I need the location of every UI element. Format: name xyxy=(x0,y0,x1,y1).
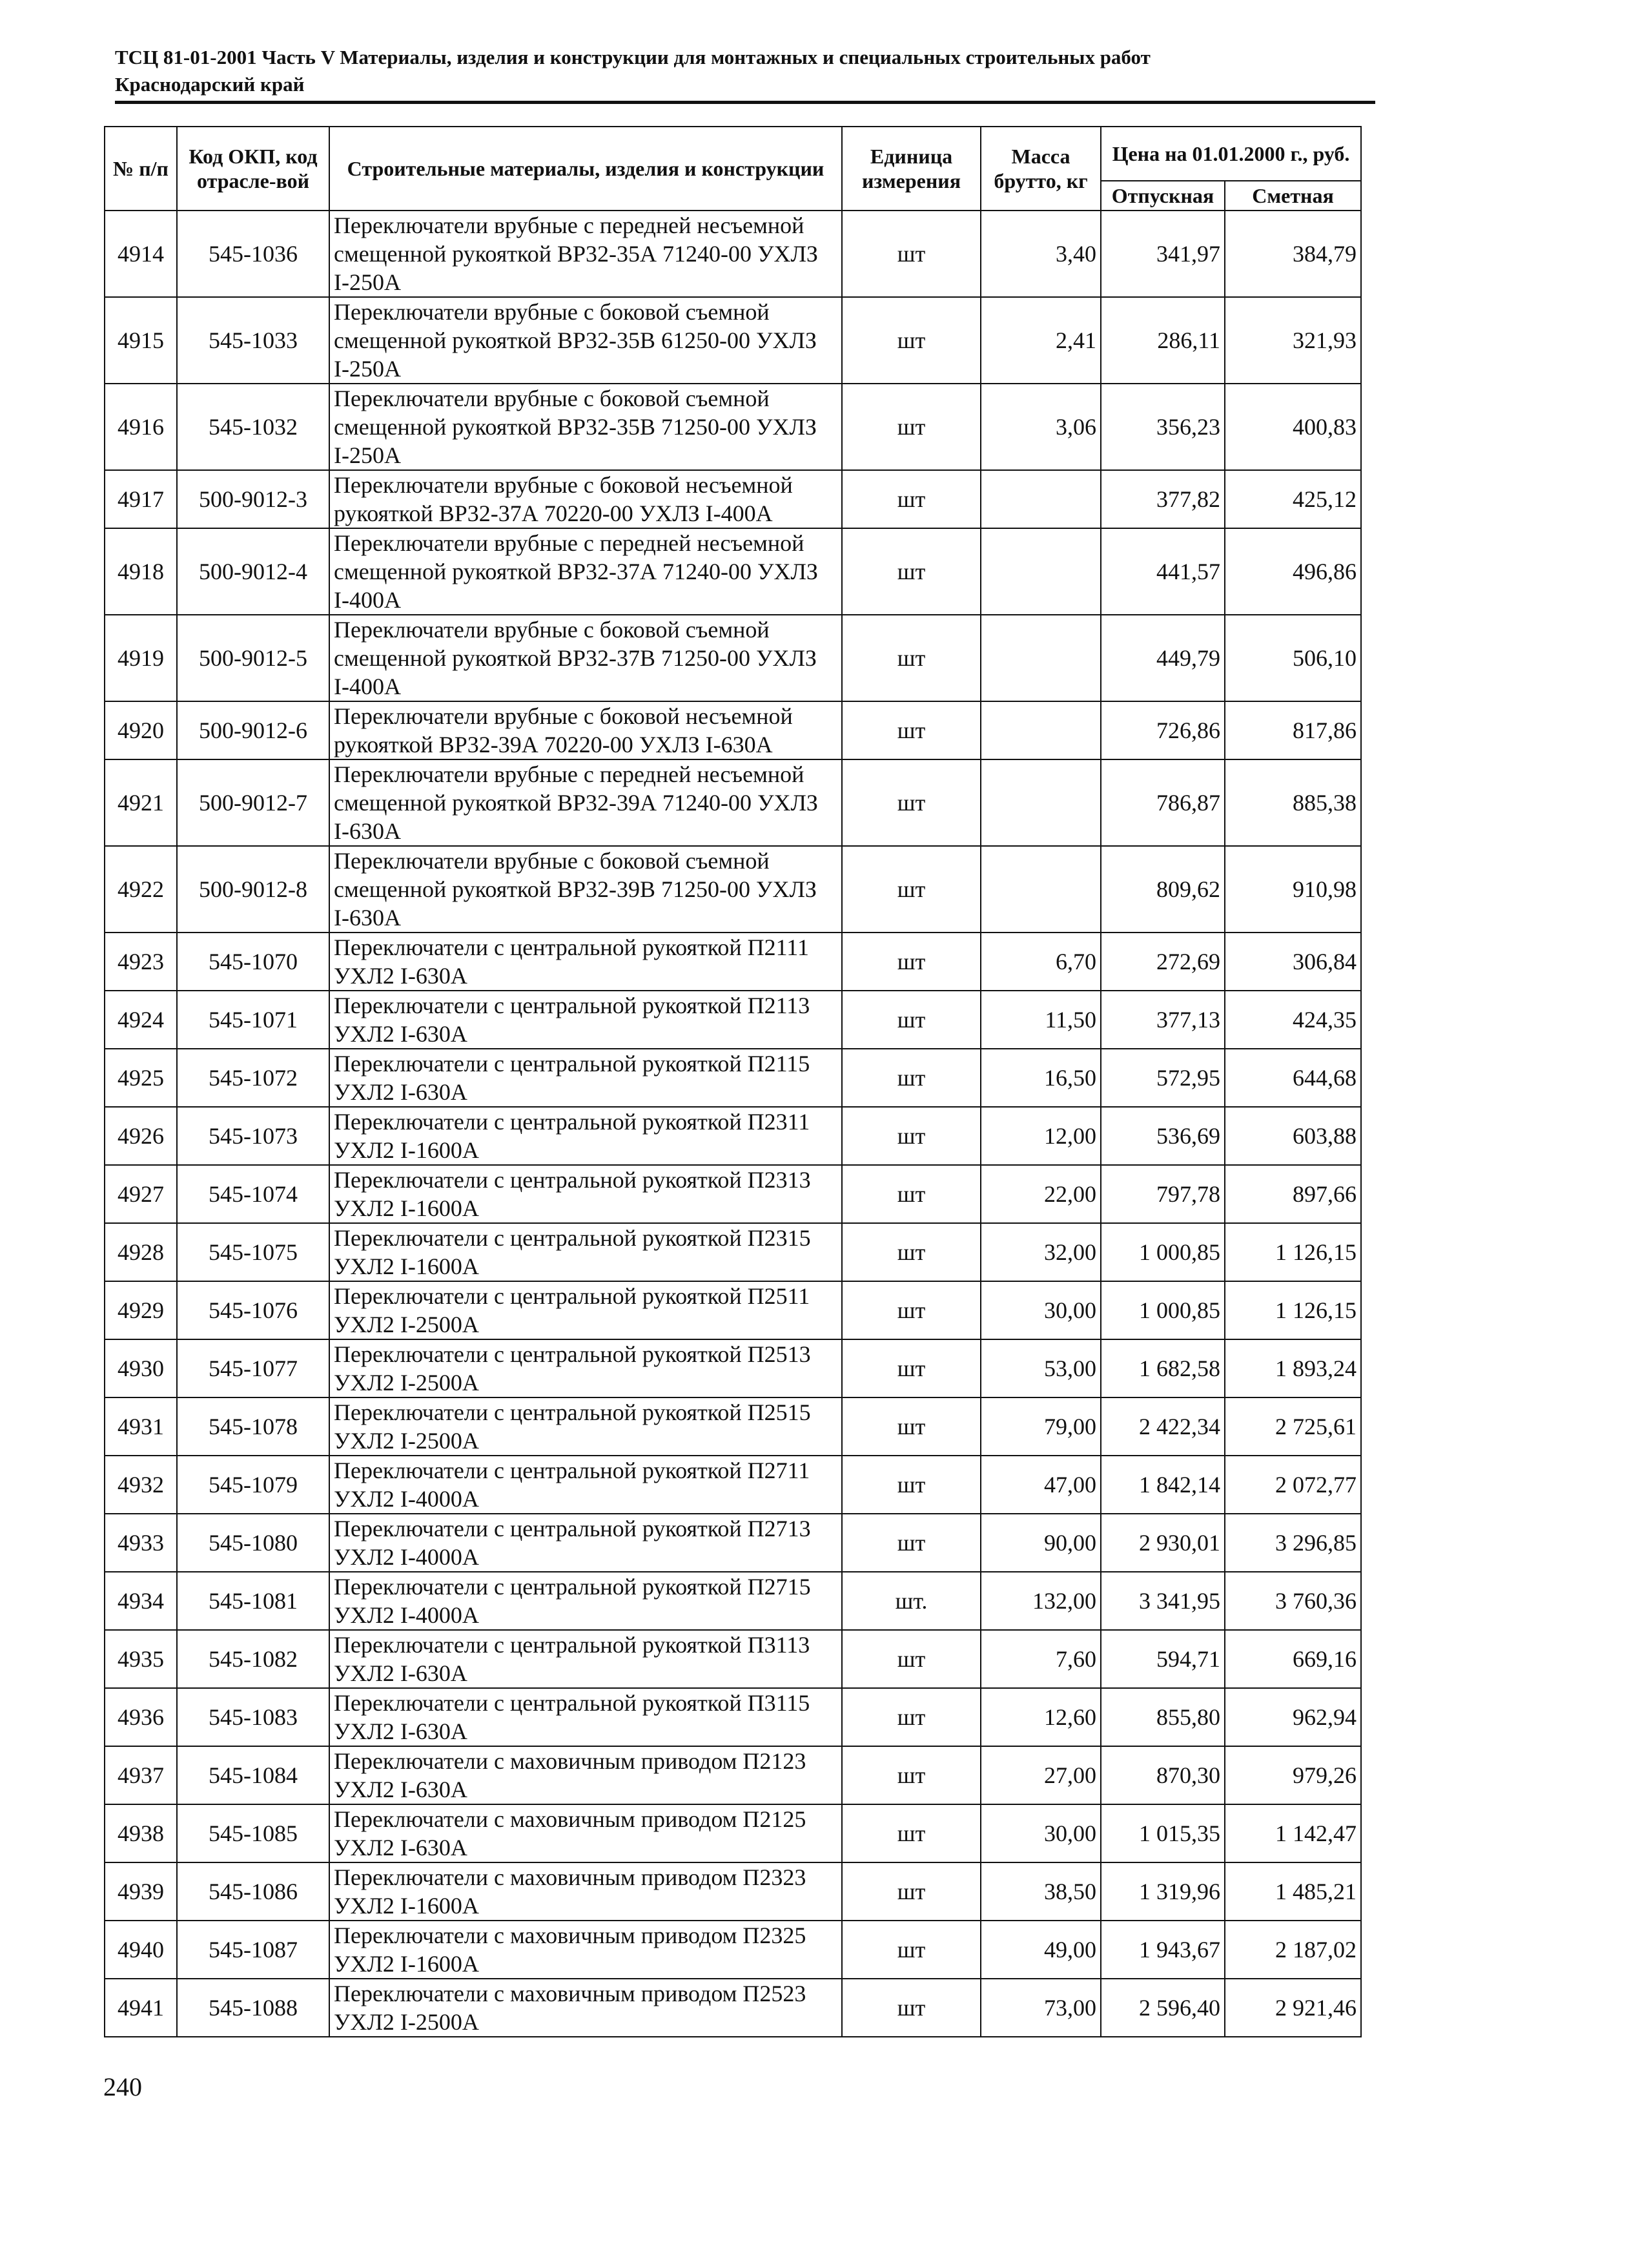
cell-name: Переключатели с центральной рукояткой П2515 УХЛ2 I-2500А xyxy=(329,1397,842,1456)
cell-price-release: 797,78 xyxy=(1101,1165,1225,1223)
cell-price-estimate: 979,26 xyxy=(1225,1746,1361,1804)
cell-code: 545-1082 xyxy=(177,1630,329,1688)
cell-price-release: 3 341,95 xyxy=(1101,1572,1225,1630)
cell-mass: 73,00 xyxy=(981,1979,1101,2037)
cell-name: Переключатели с маховичным приводом П2123 УХЛ2 I-630А xyxy=(329,1746,842,1804)
cell-num: 4929 xyxy=(105,1281,177,1339)
cell-unit: шт xyxy=(842,991,981,1049)
table-row xyxy=(105,615,1361,701)
cell-unit: шт xyxy=(842,384,981,470)
cell-num: 4925 xyxy=(105,1049,177,1107)
cell-num: 4928 xyxy=(105,1223,177,1281)
cell-mass: 12,00 xyxy=(981,1107,1101,1165)
cell-price-release: 572,95 xyxy=(1101,1049,1225,1107)
cell-num: 4919 xyxy=(105,615,177,701)
cell-code: 545-1085 xyxy=(177,1804,329,1862)
cell-price-release: 2 596,40 xyxy=(1101,1979,1225,2037)
cell-unit: шт xyxy=(842,1049,981,1107)
cell-mass xyxy=(981,846,1101,933)
header-name: Строительные материалы, изделия и конструкции xyxy=(329,127,842,211)
page-number: 240 xyxy=(103,2072,142,2101)
table-row xyxy=(105,1397,1361,1456)
cell-price-estimate: 321,93 xyxy=(1225,297,1361,384)
table-row xyxy=(105,384,1361,470)
cell-price-release: 449,79 xyxy=(1101,615,1225,701)
table-row xyxy=(105,1746,1361,1804)
cell-price-release: 870,30 xyxy=(1101,1746,1225,1804)
cell-num: 4937 xyxy=(105,1746,177,1804)
table-row xyxy=(105,1630,1361,1688)
cell-num: 4926 xyxy=(105,1107,177,1165)
cell-mass: 2,41 xyxy=(981,297,1101,384)
table-row xyxy=(105,211,1361,297)
cell-price-estimate: 1 893,24 xyxy=(1225,1339,1361,1397)
table-row xyxy=(105,1979,1361,2037)
cell-price-estimate: 897,66 xyxy=(1225,1165,1361,1223)
cell-unit: шт xyxy=(842,297,981,384)
cell-price-release: 809,62 xyxy=(1101,846,1225,933)
cell-price-release: 786,87 xyxy=(1101,759,1225,846)
table-row xyxy=(105,933,1361,991)
cell-price-estimate: 400,83 xyxy=(1225,384,1361,470)
cell-unit: шт xyxy=(842,1397,981,1456)
cell-price-estimate: 425,12 xyxy=(1225,470,1361,528)
cell-name: Переключатели врубные с передней несъемной смещенной рукояткой ВР32-39А 71240-00 УХЛЗ I-630А xyxy=(329,759,842,846)
price-table xyxy=(104,126,1362,2037)
cell-unit: шт xyxy=(842,1630,981,1688)
cell-unit: шт xyxy=(842,470,981,528)
cell-mass: 47,00 xyxy=(981,1456,1101,1514)
table-header xyxy=(105,127,1361,211)
cell-name: Переключатели с центральной рукояткой П2111 УХЛ2 I-630А xyxy=(329,933,842,991)
cell-price-release: 2 930,01 xyxy=(1101,1514,1225,1572)
cell-code: 545-1081 xyxy=(177,1572,329,1630)
header-region: Краснодарский край xyxy=(115,73,305,96)
table-row xyxy=(105,528,1361,615)
cell-mass: 22,00 xyxy=(981,1165,1101,1223)
cell-unit: шт xyxy=(842,1456,981,1514)
cell-num: 4921 xyxy=(105,759,177,846)
cell-name: Переключатели врубные с передней несъемной смещенной рукояткой ВР32-35А 71240-00 УХЛЗ I-250А xyxy=(329,211,842,297)
cell-code: 500-9012-3 xyxy=(177,470,329,528)
cell-num: 4922 xyxy=(105,846,177,933)
cell-code: 500-9012-5 xyxy=(177,615,329,701)
cell-price-estimate: 1 126,15 xyxy=(1225,1223,1361,1281)
cell-name: Переключатели с центральной рукояткой П2315 УХЛ2 I-1600А xyxy=(329,1223,842,1281)
cell-price-estimate: 1 485,21 xyxy=(1225,1862,1361,1921)
cell-code: 545-1084 xyxy=(177,1746,329,1804)
cell-price-release: 1 015,35 xyxy=(1101,1804,1225,1862)
cell-unit: шт xyxy=(842,615,981,701)
cell-price-release: 377,82 xyxy=(1101,470,1225,528)
cell-name: Переключатели врубные с боковой съемной смещенной рукояткой ВР32-37В 71250-00 УХЛЗ I-400А xyxy=(329,615,842,701)
cell-price-estimate: 669,16 xyxy=(1225,1630,1361,1688)
cell-code: 545-1078 xyxy=(177,1397,329,1456)
cell-num: 4941 xyxy=(105,1979,177,2037)
cell-code: 545-1073 xyxy=(177,1107,329,1165)
cell-num: 4936 xyxy=(105,1688,177,1746)
cell-code: 545-1088 xyxy=(177,1979,329,2037)
cell-code: 545-1033 xyxy=(177,297,329,384)
table-row xyxy=(105,701,1361,759)
cell-name: Переключатели врубные с боковой съемной смещенной рукояткой ВР32-35В 61250-00 УХЛЗ I-250А xyxy=(329,297,842,384)
header-price-estimate: Сметная xyxy=(1225,181,1361,211)
cell-price-estimate: 817,86 xyxy=(1225,701,1361,759)
cell-price-release: 1 319,96 xyxy=(1101,1862,1225,1921)
cell-name: Переключатели с маховичным приводом П2125 УХЛ2 I-630А xyxy=(329,1804,842,1862)
cell-code: 500-9012-4 xyxy=(177,528,329,615)
cell-mass: 27,00 xyxy=(981,1746,1101,1804)
cell-mass xyxy=(981,615,1101,701)
cell-mass: 32,00 xyxy=(981,1223,1101,1281)
cell-unit: шт xyxy=(842,1804,981,1862)
cell-code: 500-9012-8 xyxy=(177,846,329,933)
table-row xyxy=(105,470,1361,528)
cell-price-estimate: 1 142,47 xyxy=(1225,1804,1361,1862)
cell-mass: 53,00 xyxy=(981,1339,1101,1397)
cell-price-estimate: 2 921,46 xyxy=(1225,1979,1361,2037)
cell-price-estimate: 885,38 xyxy=(1225,759,1361,846)
cell-name: Переключатели с центральной рукояткой П2513 УХЛ2 I-2500А xyxy=(329,1339,842,1397)
cell-price-release: 594,71 xyxy=(1101,1630,1225,1688)
cell-mass: 6,70 xyxy=(981,933,1101,991)
cell-code: 545-1083 xyxy=(177,1688,329,1746)
cell-name: Переключатели врубные с боковой несъемной рукояткой ВР32-37А 70220-00 УХЛЗ I-400А xyxy=(329,470,842,528)
cell-name: Переключатели врубные с боковой несъемной рукояткой ВР32-39А 70220-00 УХЛЗ I-630А xyxy=(329,701,842,759)
cell-unit: шт xyxy=(842,701,981,759)
cell-num: 4916 xyxy=(105,384,177,470)
cell-num: 4914 xyxy=(105,211,177,297)
cell-mass: 12,60 xyxy=(981,1688,1101,1746)
cell-price-estimate: 496,86 xyxy=(1225,528,1361,615)
cell-price-release: 1 943,67 xyxy=(1101,1921,1225,1979)
cell-price-estimate: 1 126,15 xyxy=(1225,1281,1361,1339)
cell-mass xyxy=(981,470,1101,528)
cell-price-estimate: 506,10 xyxy=(1225,615,1361,701)
cell-mass xyxy=(981,701,1101,759)
cell-name: Переключатели с маховичным приводом П2523 УХЛ2 I-2500А xyxy=(329,1979,842,2037)
cell-price-estimate: 306,84 xyxy=(1225,933,1361,991)
cell-mass: 3,06 xyxy=(981,384,1101,470)
cell-unit: шт xyxy=(842,846,981,933)
cell-num: 4915 xyxy=(105,297,177,384)
table-row xyxy=(105,1921,1361,1979)
table-row xyxy=(105,1049,1361,1107)
cell-mass: 132,00 xyxy=(981,1572,1101,1630)
cell-num: 4938 xyxy=(105,1804,177,1862)
cell-unit: шт xyxy=(842,1223,981,1281)
table-row xyxy=(105,1281,1361,1339)
table-row xyxy=(105,1165,1361,1223)
cell-code: 545-1071 xyxy=(177,991,329,1049)
cell-price-release: 286,11 xyxy=(1101,297,1225,384)
table-row xyxy=(105,1223,1361,1281)
cell-code: 500-9012-6 xyxy=(177,701,329,759)
header-title: ТСЦ 81-01-2001 Часть V Материалы, изделия и конструкции для монтажных и специальных строительных работ xyxy=(115,46,1151,68)
cell-code: 545-1032 xyxy=(177,384,329,470)
cell-code: 545-1079 xyxy=(177,1456,329,1514)
cell-unit: шт xyxy=(842,759,981,846)
cell-price-estimate: 2 187,02 xyxy=(1225,1921,1361,1979)
cell-price-estimate: 644,68 xyxy=(1225,1049,1361,1107)
table-row xyxy=(105,1514,1361,1572)
cell-price-release: 1 000,85 xyxy=(1101,1223,1225,1281)
cell-code: 500-9012-7 xyxy=(177,759,329,846)
cell-num: 4918 xyxy=(105,528,177,615)
table-row xyxy=(105,1804,1361,1862)
cell-unit: шт xyxy=(842,211,981,297)
cell-name: Переключатели врубные с боковой съемной смещенной рукояткой ВР32-35В 71250-00 УХЛЗ I-250А xyxy=(329,384,842,470)
cell-mass xyxy=(981,528,1101,615)
table-row xyxy=(105,991,1361,1049)
cell-code: 545-1074 xyxy=(177,1165,329,1223)
cell-price-release: 536,69 xyxy=(1101,1107,1225,1165)
cell-price-estimate: 962,94 xyxy=(1225,1688,1361,1746)
cell-unit: шт xyxy=(842,1746,981,1804)
cell-num: 4930 xyxy=(105,1339,177,1397)
cell-name: Переключатели с центральной рукояткой П2715 УХЛ2 I-4000А xyxy=(329,1572,842,1630)
cell-price-release: 1 842,14 xyxy=(1101,1456,1225,1514)
cell-num: 4932 xyxy=(105,1456,177,1514)
cell-price-estimate: 3 296,85 xyxy=(1225,1514,1361,1572)
cell-code: 545-1072 xyxy=(177,1049,329,1107)
cell-price-release: 1 682,58 xyxy=(1101,1339,1225,1397)
header-price: Цена на 01.01.2000 г., руб. xyxy=(1101,127,1361,181)
header-mass: Масса брутто, кг xyxy=(981,127,1101,211)
cell-name: Переключатели с центральной рукояткой П3115 УХЛ2 I-630А xyxy=(329,1688,842,1746)
table-row xyxy=(105,1107,1361,1165)
cell-mass: 7,60 xyxy=(981,1630,1101,1688)
cell-unit: шт xyxy=(842,1165,981,1223)
cell-num: 4940 xyxy=(105,1921,177,1979)
cell-mass: 79,00 xyxy=(981,1397,1101,1456)
cell-unit: шт xyxy=(842,1514,981,1572)
cell-code: 545-1086 xyxy=(177,1862,329,1921)
cell-code: 545-1080 xyxy=(177,1514,329,1572)
cell-num: 4923 xyxy=(105,933,177,991)
cell-price-release: 1 000,85 xyxy=(1101,1281,1225,1339)
cell-unit: шт xyxy=(842,1979,981,2037)
cell-num: 4939 xyxy=(105,1862,177,1921)
table-row xyxy=(105,297,1361,384)
cell-code: 545-1077 xyxy=(177,1339,329,1397)
cell-num: 4935 xyxy=(105,1630,177,1688)
cell-code: 545-1036 xyxy=(177,211,329,297)
cell-price-release: 855,80 xyxy=(1101,1688,1225,1746)
cell-code: 545-1076 xyxy=(177,1281,329,1339)
cell-price-release: 2 422,34 xyxy=(1101,1397,1225,1456)
cell-price-estimate: 384,79 xyxy=(1225,211,1361,297)
cell-name: Переключатели с центральной рукояткой П3113 УХЛ2 I-630А xyxy=(329,1630,842,1688)
cell-mass: 30,00 xyxy=(981,1281,1101,1339)
cell-unit: шт xyxy=(842,1921,981,1979)
cell-price-release: 272,69 xyxy=(1101,933,1225,991)
cell-unit: шт xyxy=(842,1281,981,1339)
cell-mass xyxy=(981,759,1101,846)
cell-unit: шт xyxy=(842,1107,981,1165)
cell-unit: шт xyxy=(842,528,981,615)
table-row xyxy=(105,1688,1361,1746)
cell-name: Переключатели с центральной рукояткой П2511 УХЛ2 I-2500А xyxy=(329,1281,842,1339)
cell-unit: шт xyxy=(842,1862,981,1921)
cell-mass: 49,00 xyxy=(981,1921,1101,1979)
table-row xyxy=(105,1339,1361,1397)
cell-price-estimate: 2 072,77 xyxy=(1225,1456,1361,1514)
cell-mass: 16,50 xyxy=(981,1049,1101,1107)
table-row xyxy=(105,1456,1361,1514)
cell-name: Переключатели врубные с передней несъемной смещенной рукояткой ВР32-37А 71240-00 УХЛЗ I-400А xyxy=(329,528,842,615)
cell-name: Переключатели врубные с боковой съемной смещенной рукояткой ВР32-39В 71250-00 УХЛЗ I-630А xyxy=(329,846,842,933)
cell-num: 4920 xyxy=(105,701,177,759)
cell-price-estimate: 2 725,61 xyxy=(1225,1397,1361,1456)
cell-code: 545-1087 xyxy=(177,1921,329,1979)
cell-name: Переключатели с центральной рукояткой П2311 УХЛ2 I-1600А xyxy=(329,1107,842,1165)
cell-num: 4924 xyxy=(105,991,177,1049)
cell-code: 545-1070 xyxy=(177,933,329,991)
header-price-release: Отпускная xyxy=(1101,181,1225,211)
cell-code: 545-1075 xyxy=(177,1223,329,1281)
cell-num: 4931 xyxy=(105,1397,177,1456)
table-body xyxy=(105,211,1361,2037)
cell-unit: шт xyxy=(842,933,981,991)
cell-unit: шт xyxy=(842,1339,981,1397)
cell-mass: 11,50 xyxy=(981,991,1101,1049)
cell-name: Переключатели с центральной рукояткой П2115 УХЛ2 I-630А xyxy=(329,1049,842,1107)
cell-price-release: 726,86 xyxy=(1101,701,1225,759)
page-header xyxy=(115,44,1361,104)
cell-name: Переключатели с центральной рукояткой П2313 УХЛ2 I-1600А xyxy=(329,1165,842,1223)
cell-price-release: 356,23 xyxy=(1101,384,1225,470)
cell-unit: шт. xyxy=(842,1572,981,1630)
cell-price-release: 341,97 xyxy=(1101,211,1225,297)
cell-price-release: 441,57 xyxy=(1101,528,1225,615)
cell-name: Переключатели с маховичным приводом П2325 УХЛ2 I-1600А xyxy=(329,1921,842,1979)
cell-price-estimate: 603,88 xyxy=(1225,1107,1361,1165)
cell-num: 4917 xyxy=(105,470,177,528)
cell-num: 4933 xyxy=(105,1514,177,1572)
cell-price-estimate: 910,98 xyxy=(1225,846,1361,933)
cell-name: Переключатели с центральной рукояткой П2113 УХЛ2 I-630А xyxy=(329,991,842,1049)
table-row xyxy=(105,1572,1361,1630)
cell-price-release: 377,13 xyxy=(1101,991,1225,1049)
cell-unit: шт xyxy=(842,1688,981,1746)
header-unit: Единица измерения xyxy=(842,127,981,211)
header-rule xyxy=(115,101,1375,104)
cell-price-estimate: 3 760,36 xyxy=(1225,1572,1361,1630)
cell-name: Переключатели с центральной рукояткой П2711 УХЛ2 I-4000А xyxy=(329,1456,842,1514)
table-row xyxy=(105,1862,1361,1921)
cell-num: 4927 xyxy=(105,1165,177,1223)
cell-name: Переключатели с центральной рукояткой П2713 УХЛ2 I-4000А xyxy=(329,1514,842,1572)
header-num: № п/п xyxy=(105,127,177,211)
cell-price-estimate: 424,35 xyxy=(1225,991,1361,1049)
table-row xyxy=(105,759,1361,846)
cell-num: 4934 xyxy=(105,1572,177,1630)
cell-name: Переключатели с маховичным приводом П2323 УХЛ2 I-1600А xyxy=(329,1862,842,1921)
table-row xyxy=(105,846,1361,933)
cell-mass: 38,50 xyxy=(981,1862,1101,1921)
cell-mass: 90,00 xyxy=(981,1514,1101,1572)
cell-mass: 3,40 xyxy=(981,211,1101,297)
header-code: Код ОКП, код отрасле-вой xyxy=(177,127,329,211)
cell-mass: 30,00 xyxy=(981,1804,1101,1862)
